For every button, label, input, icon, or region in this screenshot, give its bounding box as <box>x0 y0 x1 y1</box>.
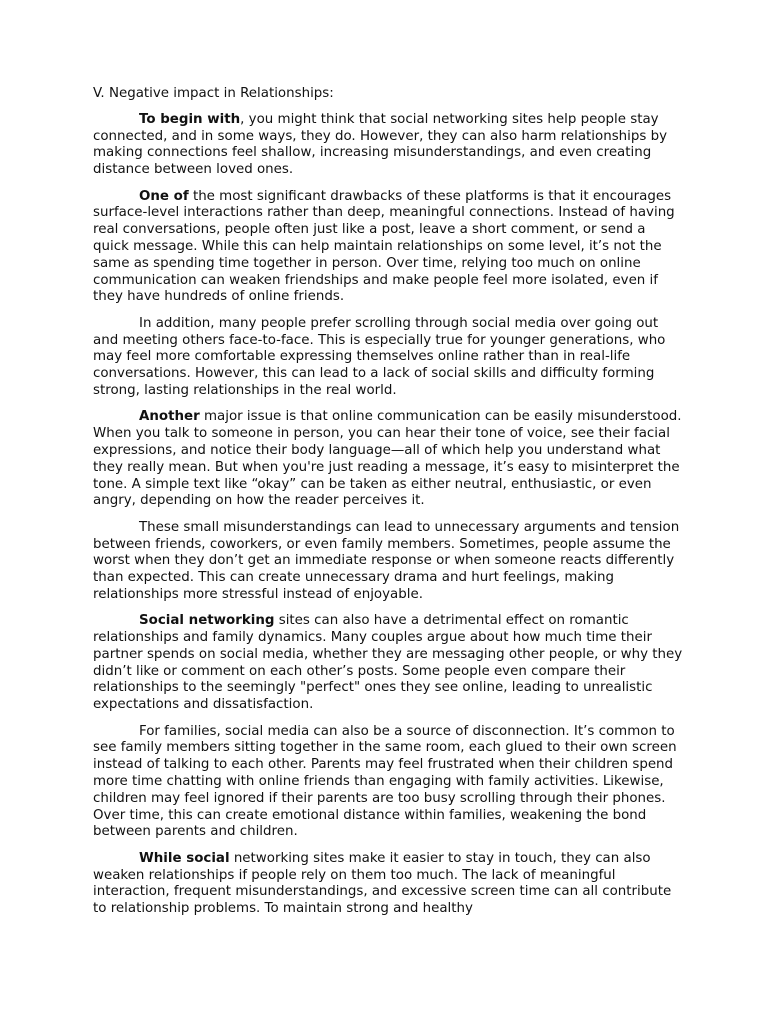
paragraph-text: networking sites make it easier to stay in touch, they can also weaken relationships if people rely on them too much. The lack of meaningful interaction, frequent misunderstandings, and excessive screen time can all contribute to relationship problems. To maintain strong and healthy <box>93 850 672 917</box>
paragraph-7 <box>93 724 683 842</box>
paragraph-8 <box>93 851 683 918</box>
paragraph-text: For families, social media can also be a source of disconnection. It’s common to see family members sitting together in the same room, each glued to their own screen instead of talking to each other. Parents may feel frustrated when their children spend more time chatting with online friends than engaging with family activities. Likewise, children may feel ignored if their parents are too busy scrolling through their phones. Over time, this can create emotional distance within families, weakening the bond between parents and children. <box>93 723 677 840</box>
paragraph-text: the most significant drawbacks of these platforms is that it encourages surface-level interactions rather than deep, meaningful connections. Instead of having real conversations, people often just like a post, leave a short comment, or send a quick message. While this can help maintain relationships on some level, it’s not the same as spending time together in person. Over time, relying too much on online communication can weaken friendships and make people feel more isolated, even if they have hundreds of online friends. <box>93 188 675 305</box>
paragraph-2 <box>93 189 683 307</box>
document-page <box>93 86 683 928</box>
paragraph-1 <box>93 112 683 179</box>
section-heading: V. Negative impact in Relationships: <box>93 86 334 101</box>
paragraph-5 <box>93 520 683 604</box>
paragraph-3 <box>93 316 683 400</box>
paragraph-6 <box>93 613 683 714</box>
paragraph-lead: Another <box>139 409 200 425</box>
paragraph-text: These small misunderstandings can lead to unnecessary arguments and tension between friends, coworkers, or even family members. Sometimes, people assume the worst when they don’t get an immediate response or when someone reacts differently than expected. This can create unnecessary drama and hurt feelings, making relationships more stressful instead of enjoyable. <box>93 519 680 602</box>
paragraph-text: major issue is that online communication can be easily misunderstood. When you talk to someone in person, you can hear their tone of voice, see their facial expressions, and notice their body language—all of which help you understand what they really mean. But when you're just reading a message, it’s easy to misinterpret the tone. A simple text like “okay” can be taken as either neutral, enthusiastic, or even angry, depending on how the reader perceives it. <box>93 409 682 509</box>
paragraph-text: , you might think that social networking sites help people stay connected, and in some ways, they do. However, they can also harm relationships by making connections feel shallow, increasing misunderstandings, and even creating distance between loved ones. <box>93 111 668 178</box>
paragraph-text: sites can also have a detrimental effect on romantic relationships and family dynamics. Many couples argue about how much time their partner spends on social media, whether they are messaging other people, or why they didn’t like or comment on each other’s posts. Some people even compare their relationships to the seemingly "perfect" ones they see online, leading to unrealistic expectations and dissatisfaction. <box>93 613 683 713</box>
paragraph-4 <box>93 409 683 510</box>
paragraph-lead: One of <box>139 188 189 204</box>
paragraph-lead: While social <box>139 850 230 866</box>
paragraph-lead: To begin with <box>139 111 241 127</box>
paragraph-text: In addition, many people prefer scrolling through social media over going out and meeting others face-to-face. This is especially true for younger generations, who may feel more comfortable expressing themselves online rather than in real-life conversations. However, this can lead to a lack of social skills and difficulty forming strong, lasting relationships in the real world. <box>93 315 666 398</box>
paragraph-lead: Social networking <box>139 613 275 629</box>
